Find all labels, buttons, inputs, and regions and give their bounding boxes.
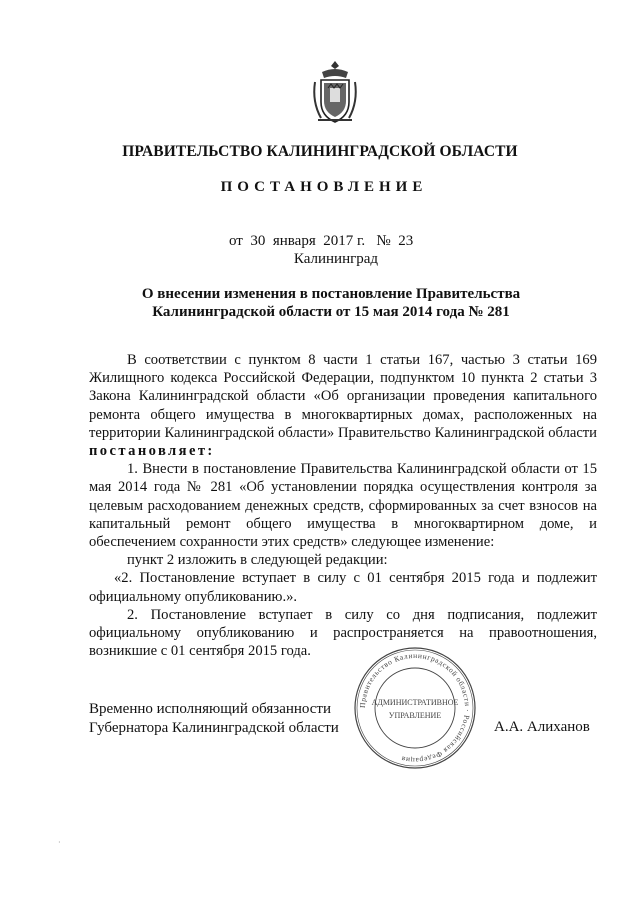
- signer-position: [89, 700, 339, 738]
- coat-of-arms-icon: [310, 58, 360, 128]
- document-subject: [0, 285, 640, 321]
- subject-line-2: Калининградской области от 15 мая 2014 года № 281: [152, 304, 510, 320]
- body-paragraph-amendment-text: «2. Постановление вступает в силу с 01 сентября 2015 года и подлежит официальному опубликованию.».: [89, 570, 597, 605]
- stamp-inner-line-2: УПРАВЛЕНИЕ: [388, 711, 442, 720]
- body-paragraph-amendment-intro: пункт 2 изложить в следующей редакции:: [127, 552, 388, 569]
- document-type: ПОСТАНОВЛЕНИЕ: [220, 179, 428, 195]
- stamp-outer-text: Правительство Калининградской области · Российская Федерация: [357, 650, 473, 766]
- document-city: Калининград: [293, 251, 379, 267]
- signer-name: А.А. Алиханов: [494, 719, 590, 735]
- organization-title: ПРАВИТЕЛЬСТВО КАЛИНИНГРАДСКОЙ ОБЛАСТИ: [122, 143, 518, 160]
- document-date-number: от 30 января 2017 г. № 23: [229, 233, 414, 249]
- signer-position-line-1: Временно исполняющий обязанности: [89, 701, 332, 717]
- scan-mark: ·: [58, 838, 61, 847]
- official-stamp: [352, 645, 478, 771]
- body-paragraph-item-1: 1. Внести в постановление Правительства Калининградской области от 15 мая 2014 года № 281 «Об установлении порядка осуществления контроля за целевым расходованием денежных средств, сформированных за счет взносов на капитальный ремонт общего имущества в многоквартирном доме, и обеспечением сохранности этих средств» следующее изменение:: [89, 461, 597, 551]
- subject-line-1: О внесении изменения в постановление Правительства: [141, 286, 521, 302]
- document-body: [89, 351, 597, 660]
- signer-position-line-2: Губернатора Калининградской области: [89, 720, 339, 736]
- stamp-inner-line-1: АДМИНИСТРАТИВНОЕ: [371, 698, 459, 707]
- body-paragraph-preamble: [89, 351, 597, 460]
- preamble-text: В соответствии с пунктом 8 части 1 статьи 167, частью 3 статьи 169 Жилищного кодекса Российской Федерации, подпунктом 10 пункта 2 статьи 3 Закона Калининградской области «Об организации проведения капитального ремонта общего имущества в многоквартирных домах, расположенных на территории Калининградской области» Правительство Калининградской области: [89, 352, 597, 441]
- resolves-keyword: постановляет:: [89, 443, 215, 460]
- body-paragraph-item-2: 2. Постановление вступает в силу со дня подписания, подлежит официальному опубликованию и распространяется на правоотношения, возникшие с 01 сентября 2015 года.: [89, 606, 597, 660]
